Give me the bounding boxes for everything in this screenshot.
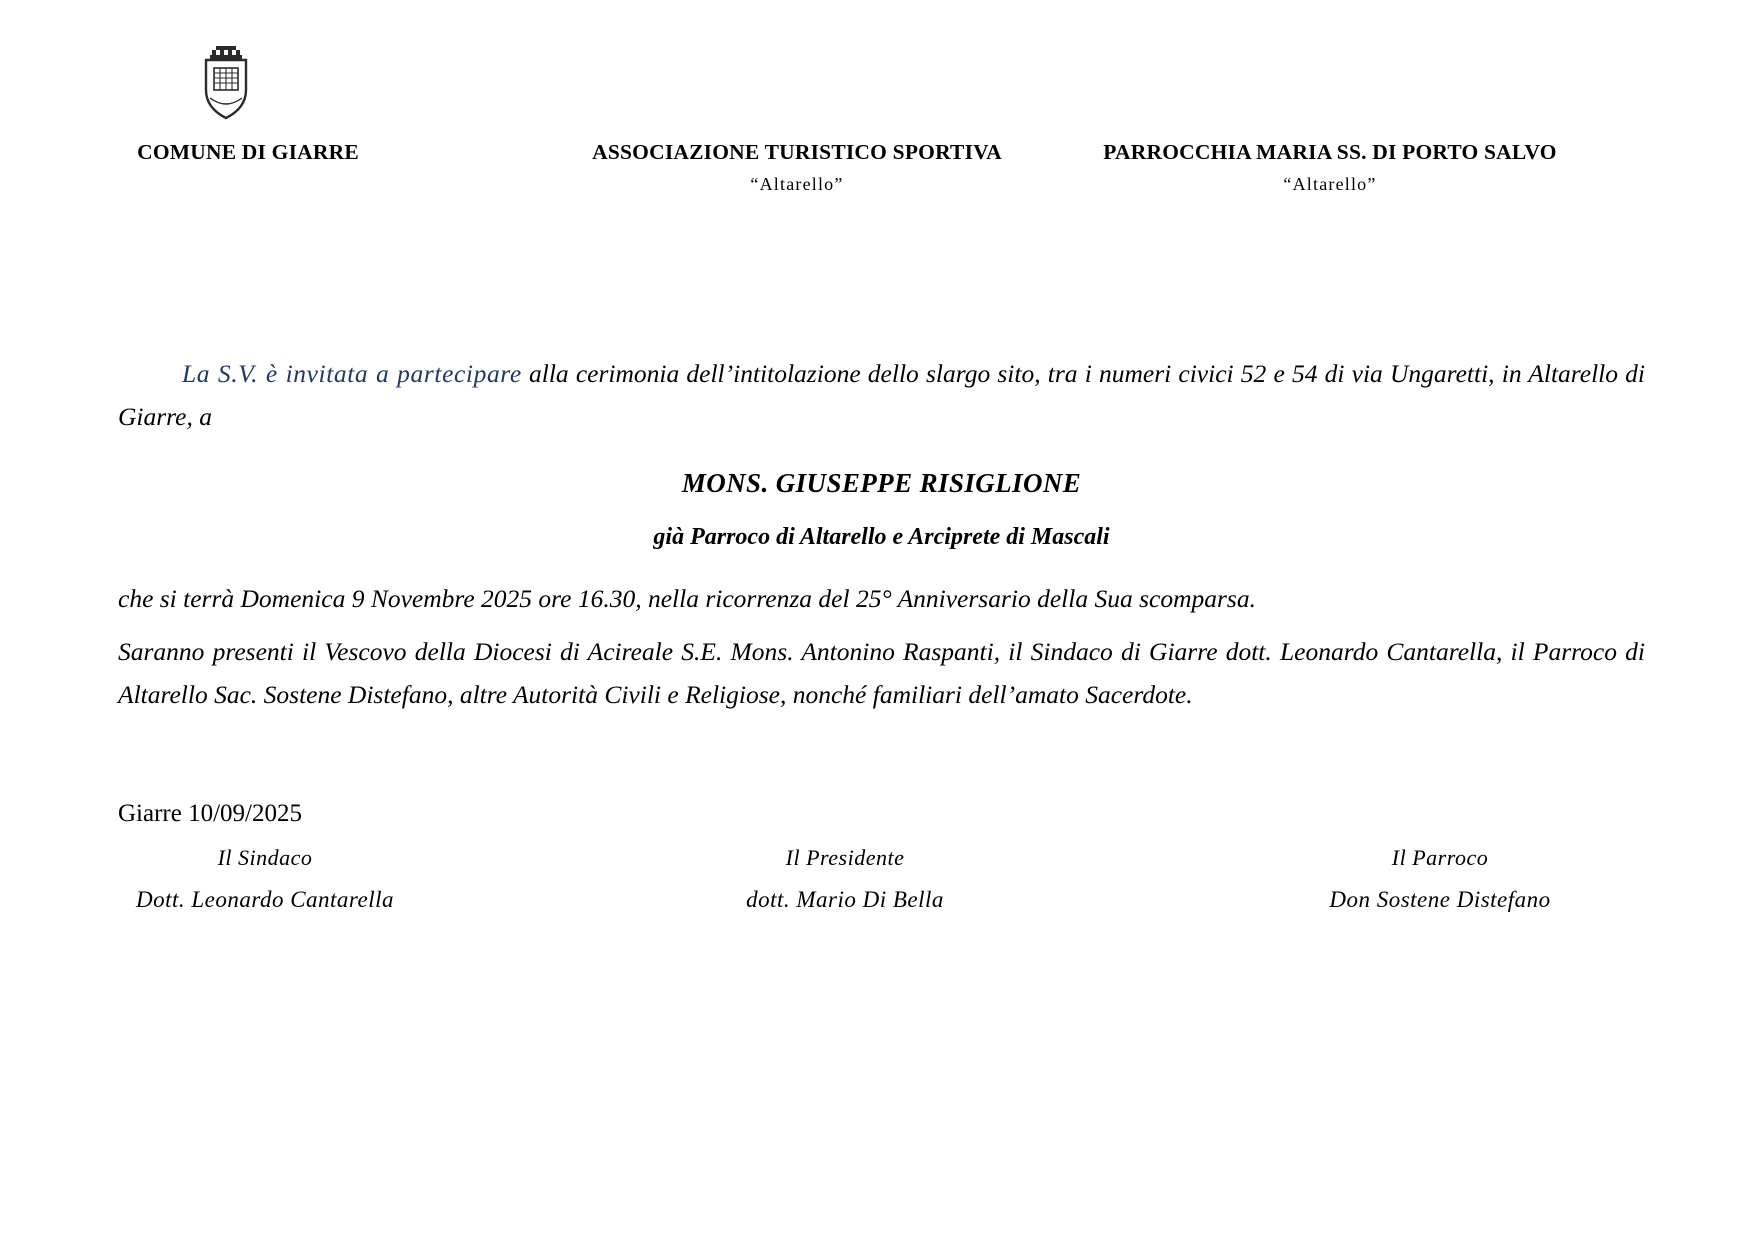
signature-block (0, 845, 1755, 945)
invitation-paragraph-1-text: alla cerimonia dell’intitolazione dello slargo sito, tra i numeri civici 52 e 54 di via Ungaretti, in Altarello di Giarre, a (118, 359, 1646, 431)
honoree-subtitle: già Parroco di Altarello e Arciprete di Mascali (653, 524, 1110, 550)
signature-role: Il Presidente (785, 845, 905, 870)
header-org-title: ASSOCIAZIONE TURISTICO SPORTIVA (592, 140, 1002, 164)
invitation-paragraph-3: Saranno presenti il Vescovo della Diocesi di Acireale S.E. Mons. Antonino Raspanti, il Sindaco di Giarre dott. Leonardo Cantarella, il Parroco di Altarello Sac. Sostene Distefano, altre Autorità Civili e Religiose, nonché familiari dell’amato Sacerdote. (118, 637, 1645, 709)
invitation-paragraph-1 (118, 352, 1645, 438)
signature-sindaco (100, 845, 430, 913)
header-org-subtitle: “Altarello” (1283, 174, 1377, 194)
signature-role: Il Sindaco (217, 845, 313, 870)
invitation-body (118, 352, 1645, 716)
signature-presidente (680, 845, 1010, 913)
header-org-subtitle: “Altarello” (750, 174, 844, 194)
document-header (0, 140, 1755, 210)
header-org-title: PARROCCHIA MARIA SS. DI PORTO SALVO (1103, 140, 1557, 164)
signature-name: dott. Mario Di Bella (746, 887, 944, 912)
signature-name: Dott. Leonardo Cantarella (135, 887, 395, 912)
invitation-paragraph-2: che si terrà Domenica 9 Novembre 2025 ore 16.30, nella ricorrenza del 25° Anniversario della Sua scomparsa. (118, 584, 1256, 613)
header-org-associazione (552, 140, 1042, 195)
header-org-parrocchia (1060, 140, 1600, 195)
header-org-comune (118, 140, 378, 174)
signature-name: Don Sostene Distefano (1329, 887, 1551, 912)
signature-role: Il Parroco (1391, 845, 1489, 870)
invitation-lead-text: La S.V. è invitata a partecipare (182, 359, 522, 388)
comune-crest-icon (190, 42, 262, 124)
honoree-name: MONS. GIUSEPPE RISIGLIONE (681, 468, 1082, 498)
header-org-title: COMUNE DI GIARRE (137, 140, 359, 164)
signature-parroco (1260, 845, 1620, 913)
date-line: Giarre 10/09/2025 (118, 800, 302, 827)
